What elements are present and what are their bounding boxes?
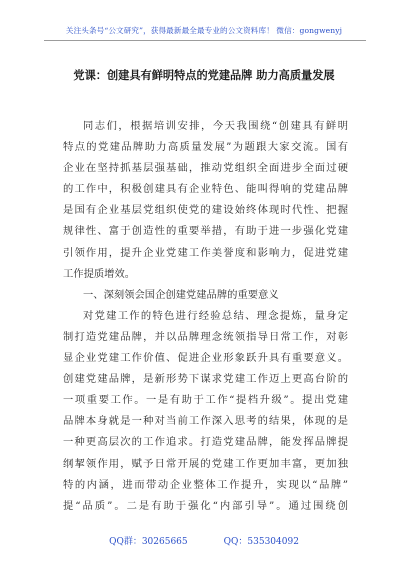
body-line: 纲挈领作用，赋予日常开展的党建工作更加丰富，更加独	[63, 457, 348, 470]
body-line: 特的内涵，进而带动企业整体工作提升，实现以“品牌”	[63, 478, 348, 491]
body-line: 同志们，根据培训安排，今天我围绕“创建具有鲜明	[83, 120, 348, 132]
body-line: 创建党建品牌，是新形势下谋求党建工作迈上更高台阶的	[63, 373, 348, 386]
document-title: 党课：创建具有鲜明特点的党建品牌 助力高质量发展	[73, 68, 335, 82]
body-line: 品牌本身就是一种对当前工作深入思考的结果，体现的是	[63, 415, 348, 428]
body-line: 提“品质”。二是有助于强化“内部引导”。通过围绕创	[63, 499, 348, 512]
document-body	[63, 116, 348, 517]
body-line: 显企业党建工作价值、促进企业形象跃升具有重要意义。	[63, 352, 348, 365]
body-line: 是国有企业基层党组织使党的建设始终体现时代性、把握	[63, 204, 348, 217]
body-line: 引领作用，提升企业党建工作美誉度和影响力，促进党建	[63, 246, 348, 259]
body-line: 对党建工作的特色进行经验总结、理念提炼，量身定	[83, 309, 348, 322]
footer-contact	[0, 534, 408, 547]
body-line: 企业在坚持抓基层强基础，推动党组织全面进步全面过硬	[63, 162, 348, 175]
body-line: 一项重要工作。一是有助于工作“提档升级”。提出党建	[63, 394, 348, 407]
header-divider	[44, 40, 366, 41]
body-line: 特点的党建品牌助力高质量发展”为题跟大家交流。国有	[63, 141, 348, 154]
header-promo-link[interactable]: 关注头条号“公文研究”，获得最新最全最专业的公文资料库！ 微信：gongwenyj	[65, 26, 343, 35]
footer-qq-group[interactable]: QQ群：30265665	[109, 537, 188, 547]
body-line: 一种更高层次的工作追求。打造党建品牌，能发挥品牌提	[63, 436, 348, 449]
body-line: 制打造党建品牌，并以品牌理念统领指导日常工作，对彰	[63, 330, 348, 343]
section-heading: 一、深刻领会国企创建党建品牌的重要意义	[83, 288, 279, 301]
body-line: 的工作中，积极创建具有企业特色、能叫得响的党建品牌	[63, 183, 348, 196]
body-line: 工作提质增效。	[63, 267, 136, 280]
body-line: 规律性、富于创造性的重要举措，有助于进一步强化党建	[63, 225, 348, 238]
footer-qq[interactable]: QQ：535304092	[223, 537, 299, 547]
